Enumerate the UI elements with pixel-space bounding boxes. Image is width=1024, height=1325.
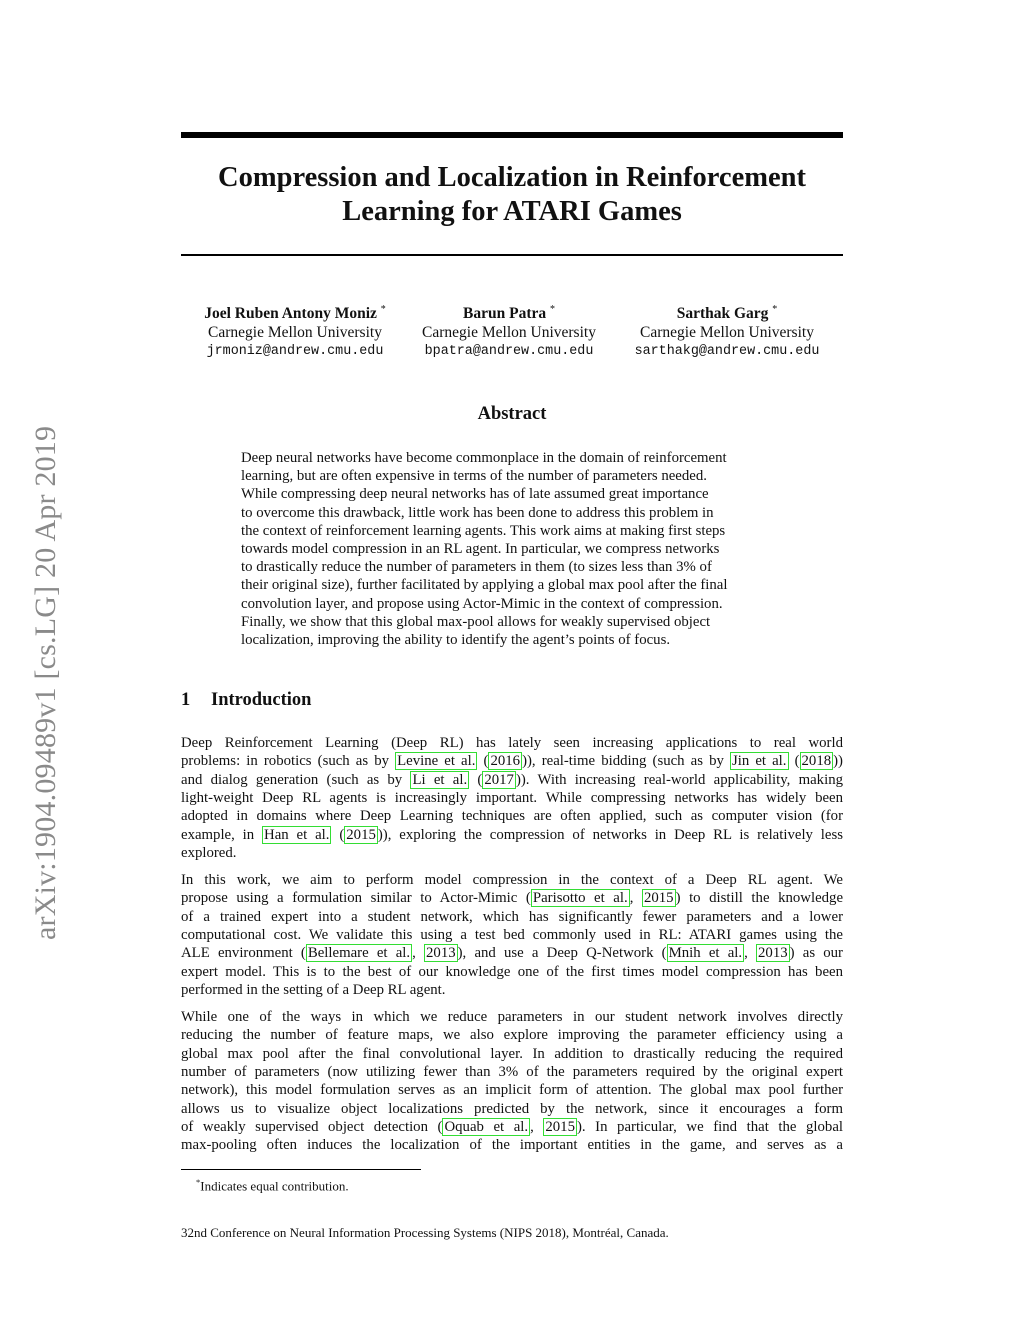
section-number: 1 [181, 690, 191, 710]
text-line: problems: in robotics (such as by Levine et al. ( 2016 )), real-time bidding (such as by Jin et al. ( 2018 )) [181, 753, 843, 770]
abstract-line: the context of reinforcement learning agents. This work aims at making first steps [241, 522, 726, 539]
citation-year-link[interactable]: 2013 [758, 945, 788, 962]
author-3 [627, 300, 827, 361]
abstract-line: While compressing deep neural networks has of late assumed great importance [241, 486, 709, 503]
intro-paragraph-2 [181, 871, 843, 999]
text-line: explored. [181, 845, 237, 862]
title-top-rule [181, 132, 843, 138]
citation-year-link[interactable]: 2017 [484, 771, 514, 788]
abstract-body [241, 449, 786, 649]
citation-year-link[interactable]: 2015 [346, 826, 376, 843]
citation-link[interactable]: Levine et al. [397, 753, 476, 770]
citation-year-link[interactable]: 2015 [643, 890, 674, 907]
title-bottom-rule [181, 254, 843, 256]
citation-link[interactable]: Jin et al. [731, 753, 787, 770]
abstract-line: towards model compression in an RL agent. In particular, we compress networks [241, 541, 720, 558]
footnote-mark: * [196, 1177, 201, 1187]
citation-link[interactable]: Mnih et al. [668, 945, 743, 962]
citation-year-link[interactable]: 2018 [801, 753, 832, 770]
text-line: adopted in domains where Deep Learning techniques are often applied, such as computer vision (for [181, 808, 843, 825]
abstract-line: to drastically reduce the number of parameters in them (to sizes less than 3% of [241, 559, 712, 576]
abstract-line: their original size), further facilitated by applying a global max pool after the final [241, 577, 728, 594]
author-affiliation: Carnegie Mellon University [640, 324, 814, 342]
citation-year-link[interactable]: 2016 [490, 753, 521, 770]
text-line: number of parameters (now utilizing fewer than 3% of the parameters required by the original expert [181, 1064, 843, 1081]
text-line: Deep Reinforcement Learning (Deep RL) has lately seen increasing applications to real world [181, 735, 843, 751]
text-line: expert model. This is to the best of our knowledge one of the first times model compression has been [181, 963, 843, 980]
title-line-2: Learning for ATARI Games [342, 196, 682, 227]
citation-link[interactable]: Oquab et al. [444, 1119, 529, 1136]
text-line: performed in the setting of a Deep RL agent. [181, 982, 446, 999]
author-block [181, 300, 843, 362]
citation-year-link[interactable]: 2013 [426, 945, 456, 962]
abstract-line: convolution layer, and propose using Actor-Mimic in the context of compression. [241, 595, 723, 612]
footnote [196, 1174, 349, 1194]
abstract-heading: Abstract [477, 404, 547, 424]
author-email[interactable]: sarthakg@andrew.cmu.edu [634, 344, 820, 360]
abstract-line: learning, but are often expensive in terms of the number of parameters needed. [241, 468, 707, 485]
author-email[interactable]: bpatra@andrew.cmu.edu [424, 344, 594, 360]
citation-link[interactable]: Parisotto et al. [532, 890, 628, 907]
section-title: Introduction [211, 690, 312, 710]
text-line: example, in Han et al. ( 2015 )), exploring the compression of networks in Deep RL is relatively less [181, 826, 843, 843]
author-1 [200, 300, 390, 361]
author-affiliation: Carnegie Mellon University [422, 324, 596, 342]
text-line: In this work, we aim to perform model compression in the context of a Deep RL agent. We [181, 872, 843, 888]
text-line: of a trained expert into a student network, which has significantly fewer parameters and a lower [181, 908, 843, 925]
text-line: and dialog generation (such as by Li et al. ( 2017 )). With increasing real-world applicability, making [181, 771, 843, 788]
author-email[interactable]: jrmoniz@andrew.cmu.edu [206, 344, 384, 360]
text-line: of weakly supervised object detection ( Oquab et al. , 2015 ). In particular, we find that the global [181, 1119, 843, 1136]
paper-title [181, 161, 843, 229]
intro-paragraph-1 [181, 734, 843, 862]
conference-footer: 32nd Conference on Neural Information Processing Systems (NIPS 2018), Montréal, Canada. [181, 1225, 669, 1240]
text-line: global max pool after the final convolutional layer. In addition to drastically reducing the required [181, 1045, 843, 1062]
text-line: propose using a formulation similar to Actor-Mimic ( Parisotto et al. , 2015 ) to distill the knowledge [181, 890, 844, 907]
text-line: ALE environment ( Bellemare et al. , 2013 ), and use a Deep Q-Network ( Mnih et al. , 2013 ) as our [181, 945, 843, 962]
intro-paragraph-3 [181, 1008, 843, 1155]
text-line: computational cost. We validate this using a test bed commonly used in RL: ATARI games using the [181, 927, 843, 944]
author-name: Joel Ruben Antony Moniz * [204, 304, 386, 323]
abstract-line: Finally, we show that this global max-pool allows for weakly supervised object [241, 613, 711, 630]
footnote-rule [181, 1169, 421, 1170]
author-name: Barun Patra * [463, 304, 555, 323]
text-line: reducing the number of feature maps, we also explore improving the parameter efficiency using a [181, 1027, 843, 1044]
title-line-1: Compression and Localization in Reinforcement [218, 162, 806, 193]
author-2 [415, 300, 603, 361]
text-line: network), this model formulation serves as an implicit form of attention. The global max pool further [181, 1082, 843, 1099]
citation-link[interactable]: Bellemare et al. [307, 945, 411, 962]
text-line: allows us to visualize object localizations predicted by the network, since it encourages a form [181, 1100, 843, 1117]
abstract-line: localization, improving the ability to identify the agent’s points of focus. [241, 632, 671, 649]
citation-link[interactable]: Li et al. [412, 771, 468, 788]
citation-year-link[interactable]: 2015 [545, 1119, 575, 1136]
text-line: max-pooling often induces the localization of the important entities in the game, and serves as a [181, 1137, 843, 1154]
text-line: light-weight Deep RL agents is increasingly important. While compressing networks has widely been [181, 790, 843, 807]
author-name: Sarthak Garg * [676, 304, 778, 323]
text-line: While one of the ways in which we reduce parameters in our student network involves directly [181, 1009, 843, 1025]
arxiv-identifier-stamp: arXiv:1904.09489v1 [cs.LG] 20 Apr 2019 [29, 425, 62, 940]
citation-link[interactable]: Han et al. [264, 826, 330, 843]
abstract-line: to overcome this drawback, little work has been done to address this problem in [241, 504, 714, 521]
abstract-line: Deep neural networks have become commonplace in the domain of reinforcement [241, 450, 727, 466]
footnote-text: Indicates equal contribution. [200, 1178, 349, 1194]
section-heading-introduction [181, 689, 311, 711]
author-affiliation: Carnegie Mellon University [208, 324, 382, 342]
